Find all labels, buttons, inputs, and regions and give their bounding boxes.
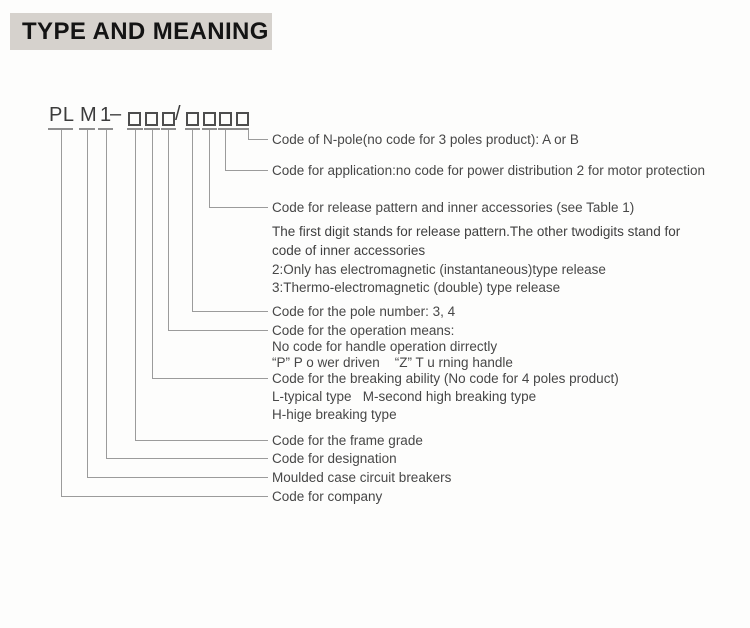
underline-box6 bbox=[218, 128, 234, 130]
underline-box7 bbox=[234, 128, 249, 130]
callout-breaking-note1: L-typical type M-second high breaking type bbox=[272, 389, 537, 404]
connector-h-release bbox=[209, 207, 268, 208]
formula-frame-code: 1 bbox=[100, 104, 112, 126]
callout-operation-means: Code for the operation means: bbox=[272, 323, 455, 338]
connector-v-breaking bbox=[152, 130, 153, 379]
callout-application: Code for application:no code for power distribution 2 for motor protection bbox=[272, 163, 705, 178]
callout-pole-number: Code for the pole number: 3, 4 bbox=[272, 304, 456, 319]
formula-box-suffix-3 bbox=[219, 112, 232, 126]
callout-breaking-ability: Code for the breaking ability (No code for 4 poles product) bbox=[272, 371, 619, 386]
connector-h-frame-grade bbox=[135, 440, 268, 441]
connector-h-designation bbox=[106, 458, 268, 459]
formula-box-release-3 bbox=[162, 112, 175, 126]
callout-moulded-case: Moulded case circuit breakers bbox=[272, 470, 452, 485]
connector-h-n-pole bbox=[248, 139, 268, 140]
callout-release-note1: The first digit stands for release pattern.The other twodigits stand for bbox=[272, 224, 681, 239]
callout-company: Code for company bbox=[272, 489, 383, 504]
callout-breaking-note2: H-hige breaking type bbox=[272, 407, 397, 422]
callout-n-pole: Code of N-pole(no code for 3 poles product): A or B bbox=[272, 132, 579, 147]
connector-v-company bbox=[61, 130, 62, 497]
connector-v-pole-number bbox=[192, 130, 193, 312]
connector-v-frame-grade bbox=[135, 130, 136, 441]
section-title-bar bbox=[10, 13, 272, 50]
callout-release-note2: code of inner accessories bbox=[272, 243, 426, 258]
connector-v-release bbox=[209, 130, 210, 208]
connector-h-pole-number bbox=[192, 311, 268, 312]
connector-h-company bbox=[61, 496, 268, 497]
formula-box-suffix-2 bbox=[203, 112, 216, 126]
formula-company-code: PL bbox=[49, 104, 75, 126]
connector-v-application bbox=[225, 130, 226, 171]
callout-designation: Code for designation bbox=[272, 451, 397, 466]
section-title: TYPE AND MEANING bbox=[22, 17, 269, 45]
callout-operation-note1: No code for handle operation dirrectly bbox=[272, 339, 498, 354]
formula-box-release-1 bbox=[128, 112, 141, 126]
connector-v-moulded bbox=[87, 130, 88, 478]
connector-v-designation bbox=[106, 130, 107, 459]
formula-slash: / bbox=[175, 103, 182, 125]
formula-box-suffix-1 bbox=[186, 112, 199, 126]
callout-release-pattern: Code for release pattern and inner accessories (see Table 1) bbox=[272, 200, 635, 215]
callout-frame-grade: Code for the frame grade bbox=[272, 433, 423, 448]
callout-release-note3: 2:Only has electromagnetic (instantaneous)type release bbox=[272, 262, 606, 277]
connector-h-breaking bbox=[152, 378, 268, 379]
formula-box-suffix-4 bbox=[236, 112, 249, 126]
formula-dash: – bbox=[110, 103, 122, 125]
connector-h-moulded bbox=[87, 477, 268, 478]
connector-v-operation bbox=[168, 130, 169, 331]
connector-h-application bbox=[225, 170, 268, 171]
callout-operation-note2: “P” P o wer driven “Z” T u rning handle bbox=[272, 355, 513, 370]
formula-designation-code: M bbox=[80, 104, 98, 126]
formula-box-release-2 bbox=[145, 112, 158, 126]
connector-h-operation bbox=[168, 330, 268, 331]
callout-release-note4: 3:Thermo-electromagnetic (double) type release bbox=[272, 280, 561, 295]
